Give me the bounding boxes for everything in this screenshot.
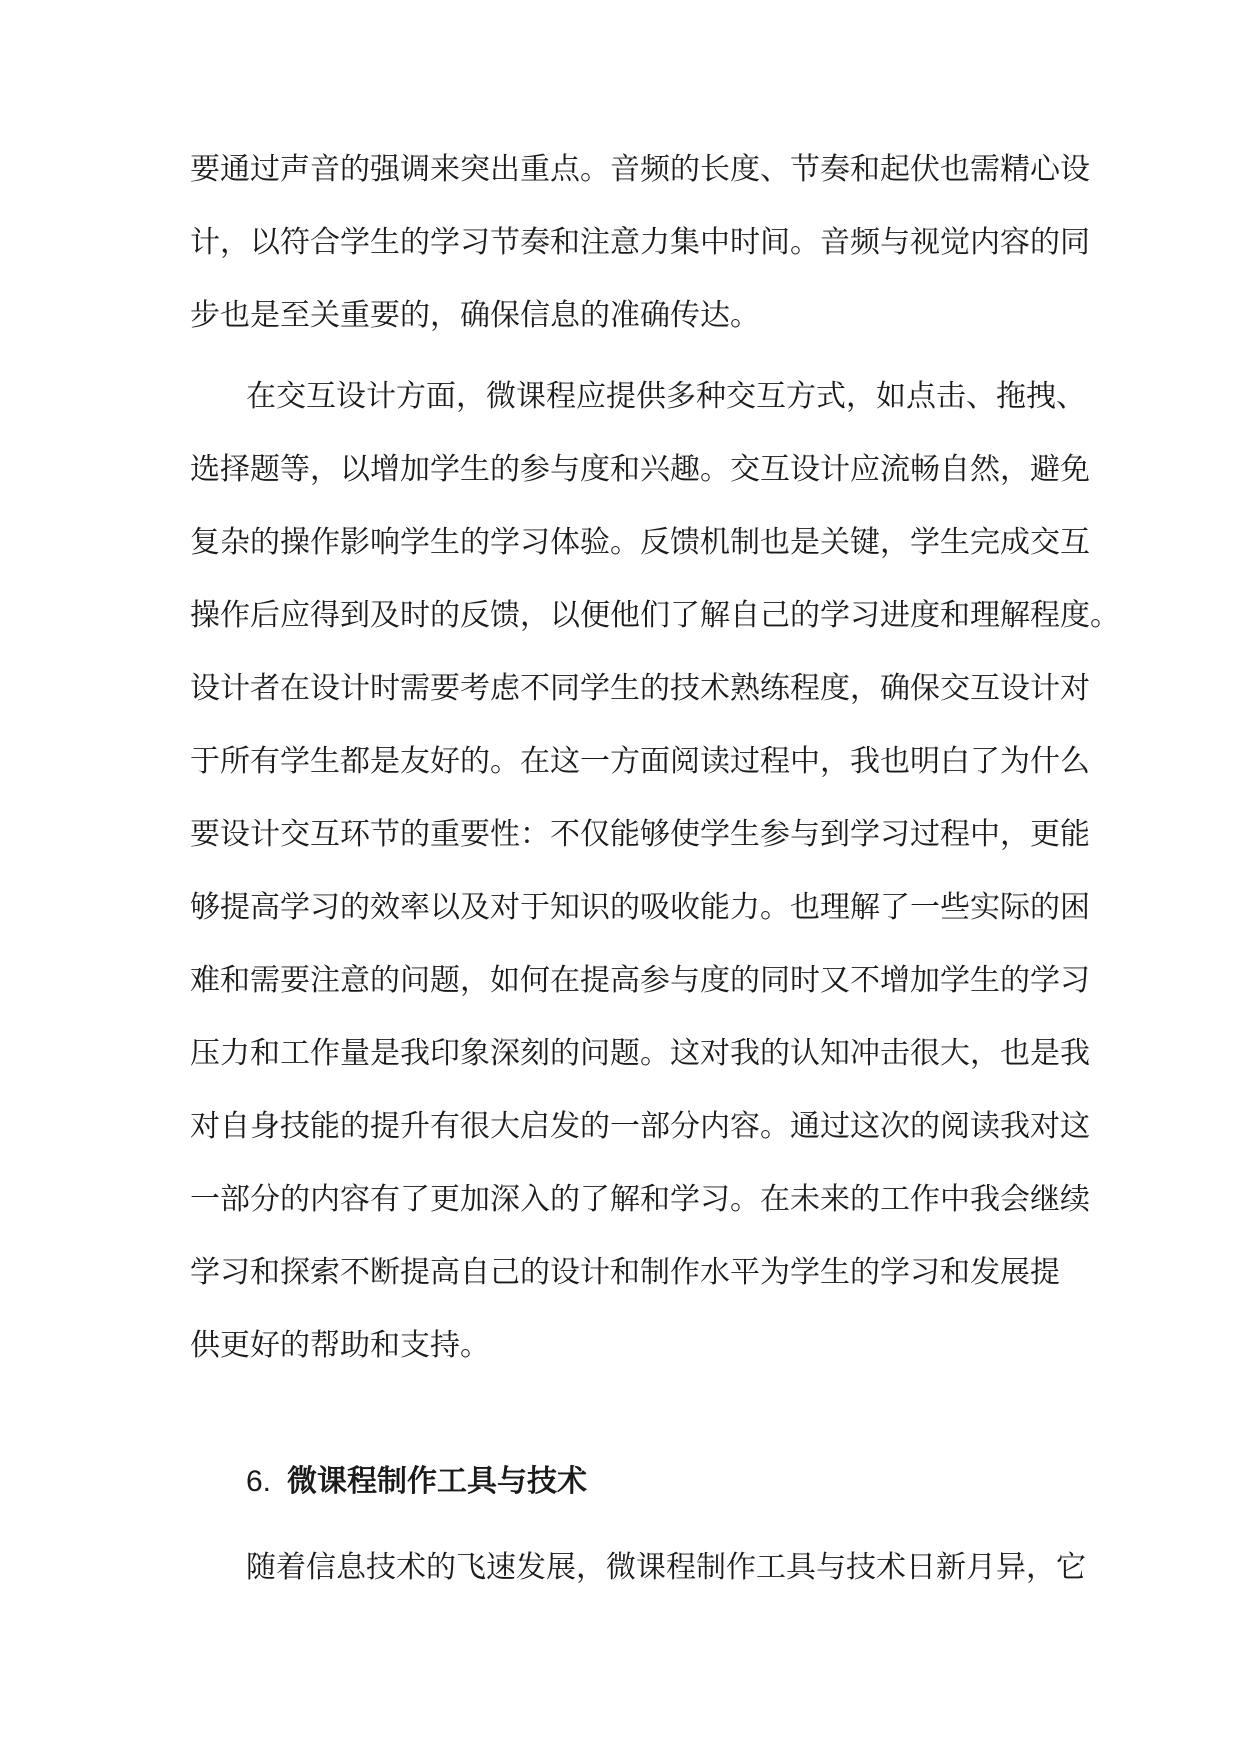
- paragraph-line: 难和需要注意的问题，如何在提高参与度的同时又不增加学生的学习: [190, 963, 1090, 998]
- paragraph-line: 步也是至关重要的，确保信息的准确传达。: [190, 298, 760, 333]
- paragraph-line: 于所有学生都是友好的。在这一方面阅读过程中，我也明白了为什么: [190, 744, 1090, 779]
- paragraph-line: 够提高学习的效率以及对于知识的吸收能力。也理解了一些实际的困: [190, 890, 1090, 925]
- paragraph-line: 对自身技能的提升有很大启发的一部分内容。通过这次的阅读我对这: [190, 1109, 1090, 1144]
- paragraph-line: 要设计交互环节的重要性：不仅能够使学生参与到学习过程中，更能: [190, 817, 1090, 852]
- paragraph-line: 计，以符合学生的学习节奏和注意力集中时间。音频与视觉内容的同: [190, 225, 1090, 260]
- section-heading: [246, 1462, 587, 1502]
- section-title: 微课程制作工具与技术: [287, 1464, 588, 1499]
- section-number: 6.: [246, 1465, 272, 1498]
- paragraph-line: 供更好的帮助和支持。: [190, 1328, 490, 1363]
- paragraph-line: 在交互设计方面，微课程应提供多种交互方式，如点击、拖拽、: [246, 379, 1086, 414]
- paragraph-line: 设计者在设计时需要考虑不同学生的技术熟练程度，确保交互设计对: [190, 671, 1090, 706]
- paragraph-line: 复杂的操作影响学生的学习体验。反馈机制也是关键，学生完成交互: [190, 525, 1090, 560]
- paragraph-line: 要通过声音的强调来突出重点。音频的长度、节奏和起伏也需精心设: [190, 152, 1090, 187]
- paragraph-line: 随着信息技术的飞速发展，微课程制作工具与技术日新月异，它: [246, 1550, 1086, 1585]
- paragraph-line: 压力和工作量是我印象深刻的问题。这对我的认知冲击很大，也是我: [190, 1036, 1090, 1071]
- paragraph-line: 一部分的内容有了更加深入的了解和学习。在未来的工作中我会继续: [190, 1182, 1090, 1217]
- paragraph-line: 操作后应得到及时的反馈，以便他们了解自己的学习进度和理解程度。: [190, 598, 1120, 633]
- paragraph-line: 选择题等，以增加学生的参与度和兴趣。交互设计应流畅自然，避免: [190, 452, 1090, 487]
- paragraph-line: 学习和探索不断提高自己的设计和制作水平为学生的学习和发展提: [190, 1255, 1060, 1290]
